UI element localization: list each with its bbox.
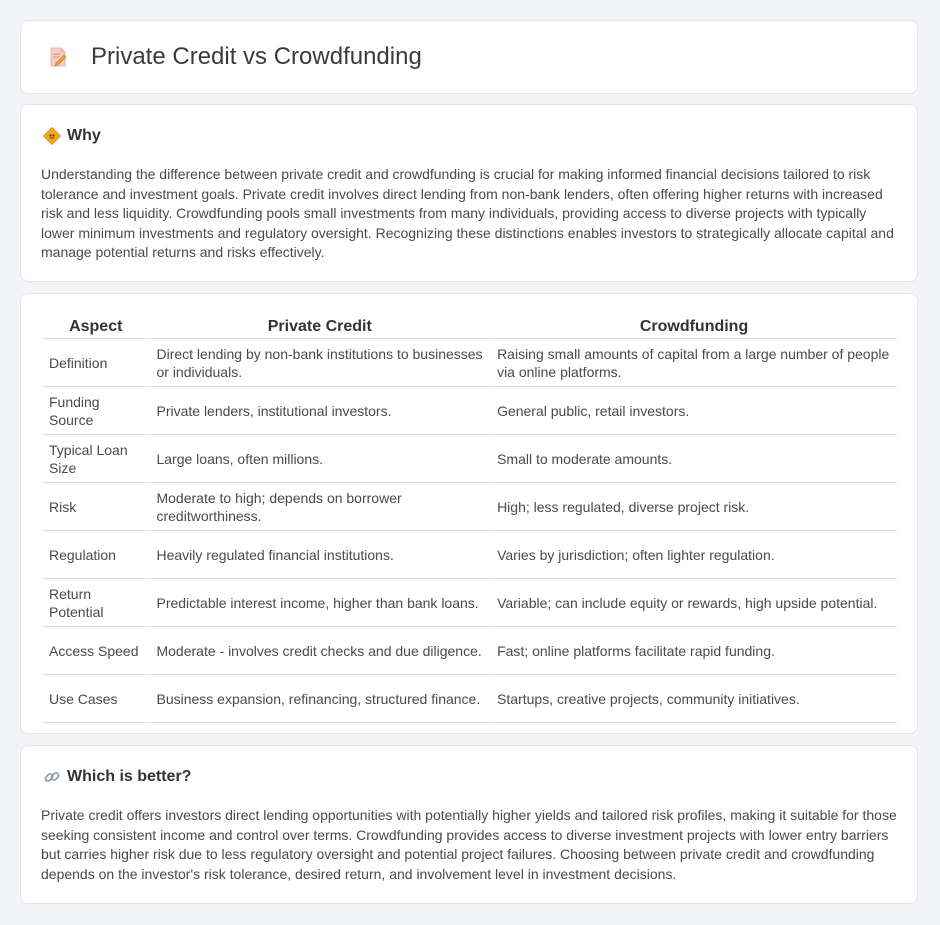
private-credit-cell: Business expansion, refinancing, structured finance. [150,675,489,723]
crowdfunding-cell: Startups, creative projects, community initiatives. [491,675,897,723]
header-aspect: Aspect [43,316,148,339]
crowdfunding-cell: Variable; can include equity or rewards, high upside potential. [491,579,897,627]
private-credit-cell: Moderate to high; depends on borrower creditworthiness. [150,483,489,531]
link-icon [43,768,61,786]
private-credit-cell: Large loans, often millions. [150,435,489,483]
table-row [43,387,897,435]
aspect-cell: Regulation [43,531,148,579]
better-heading [43,768,191,786]
crowdfunding-cell: General public, retail investors. [491,387,897,435]
aspect-cell: Return Potential [43,579,148,627]
header-crowdfunding: Crowdfunding [491,316,897,339]
aspect-cell: Funding Source [43,387,148,435]
crowdfunding-cell: Raising small amounts of capital from a large number of people via online platforms. [491,339,897,387]
table-row [43,675,897,723]
private-credit-cell: Private lenders, institutional investors. [150,387,489,435]
crowdfunding-cell: Fast; online platforms facilitate rapid funding. [491,627,897,675]
why-heading [43,127,101,145]
table-header-row [43,316,897,339]
better-body: Private credit offers investors direct lending opportunities with potentially higher yields and tailored risk profiles, making it suitable for those seeking consistent income and control over terms. Crowdfunding provides access to diverse investment projects with lower entry barriers but carries higher risk due to less regulatory oversight and potential project failures. Choosing between private credit and crowdfunding depends on the investor's risk tolerance, desired return, and involvement level in investment decisions. [41,807,897,882]
why-title: Why [67,127,101,144]
why-card [20,104,918,282]
table-row [43,627,897,675]
table-row [43,579,897,627]
crowdfunding-cell: High; less regulated, diverse project risk. [491,483,897,531]
crowdfunding-cell: Small to moderate amounts. [491,435,897,483]
pencil-document-icon [47,46,69,68]
aspect-cell: Use Cases [43,675,148,723]
private-credit-cell: Moderate - involves credit checks and due diligence. [150,627,489,675]
page-title: Private Credit vs Crowdfunding [91,43,422,70]
crowdfunding-cell: Varies by jurisdiction; often lighter regulation. [491,531,897,579]
header-private-credit: Private Credit [150,316,489,339]
why-body: Understanding the difference between private credit and crowdfunding is crucial for making informed financial decisions tailored to risk tolerance and investment goals. Private credit involves direct lending from non-bank lenders, often offering higher returns with increased risk and less liquidity. Crowdfunding pools small investments from many individuals, providing access to diverse projects with typically lower minimum investments and regulatory oversight. Recognizing these distinctions enables investors to strategically allocate capital and manage potential returns and risks effectively. [41,166,894,261]
private-credit-cell: Predictable interest income, higher than bank loans. [150,579,489,627]
table-row [43,531,897,579]
aspect-cell: Definition [43,339,148,387]
title-row [21,21,917,93]
aspect-cell: Access Speed [43,627,148,675]
comparison-table [41,316,899,723]
which-better-card [20,745,918,904]
diamond-sign-icon [43,127,61,145]
table-row [43,435,897,483]
table-row [43,483,897,531]
aspect-cell: Typical Loan Size [43,435,148,483]
better-title: Which is better? [67,768,192,785]
header-card [20,20,918,94]
private-credit-cell: Direct lending by non-bank institutions to businesses or individuals. [150,339,489,387]
comparison-card [20,293,918,734]
aspect-cell: Risk [43,483,148,531]
table-row [43,339,897,387]
private-credit-cell: Heavily regulated financial institutions. [150,531,489,579]
